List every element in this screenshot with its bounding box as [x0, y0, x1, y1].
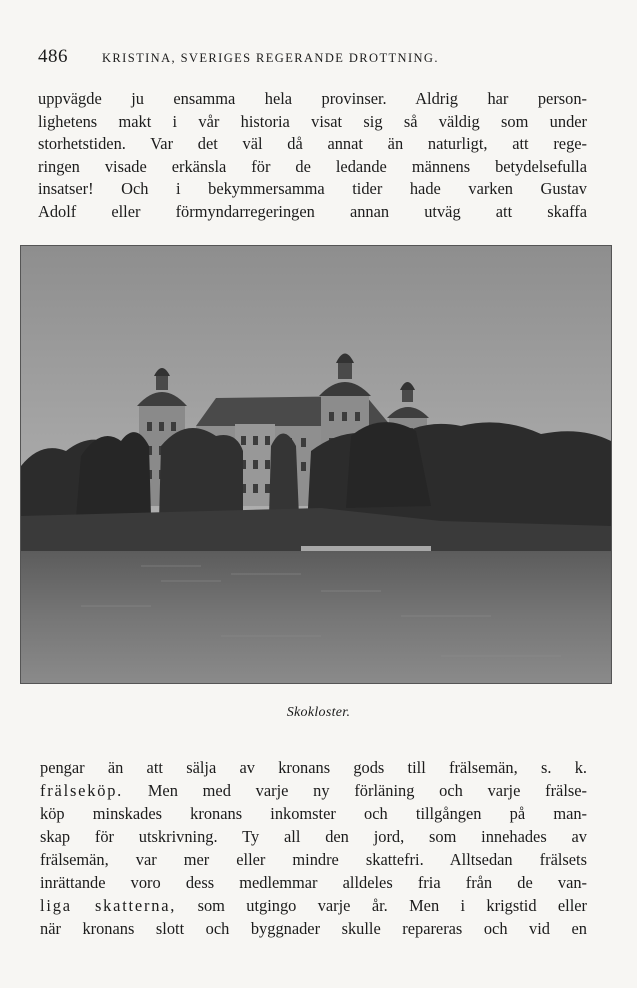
- skokloster-photograph: [20, 245, 612, 684]
- running-title: KRISTINA, SVERIGES REGERANDE DROTTNING.: [102, 51, 439, 65]
- text-fragment: Men med varje ny förläning och varje frälse-: [123, 781, 587, 800]
- page-number: 486: [38, 46, 68, 67]
- text-line: [40, 894, 587, 917]
- text-line: pengar än att sälja av kronans gods till frälsemän, s. k.: [40, 758, 587, 777]
- text-line: ringen visade erkänsla för de ledande männens betydelsefulla: [38, 156, 587, 176]
- text-line: uppvägde ju ensamma hela provinser. Aldrig har person-: [38, 89, 587, 108]
- text-line: skap för utskrivning. Ty all den jord, som innehades av: [40, 827, 587, 846]
- spaced-term: frälseköp.: [40, 781, 124, 800]
- castle-illustration: [21, 246, 611, 683]
- text-line: när kronans slott och byggnader skulle repareras och vid en: [40, 919, 587, 938]
- text-line: [40, 779, 587, 802]
- text-line: insatser! Och i bekymmersamma tider hade varken Gustav: [38, 179, 587, 199]
- text-line: inrättande voro dess medlemmar alldeles fria från de van-: [40, 873, 587, 892]
- figure-caption: Skokloster.: [286, 705, 351, 720]
- page-content: [38, 46, 587, 224]
- top-paragraph: [38, 88, 587, 224]
- text-line: Adolf eller förmyndarregeringen annan utväg att skaffa: [38, 201, 587, 221]
- text-line: lighetens makt i vår historia visat sig så väldig som under: [38, 111, 587, 131]
- text-line: köp minskades kronans inkomster och tillgången på man-: [40, 804, 587, 823]
- text-fragment: som utgingo varje år. Men i krigstid eller: [176, 896, 587, 915]
- running-head: [38, 46, 587, 70]
- text-line: frälsemän, var mer eller mindre skattefri. Alltsedan frälsets: [40, 850, 587, 869]
- text-line: storhetstiden. Var det väl då annat än naturligt, att rege-: [38, 134, 587, 154]
- spaced-term: liga skatterna,: [40, 896, 177, 915]
- lake-water: [21, 551, 611, 683]
- bottom-paragraph: [40, 756, 587, 940]
